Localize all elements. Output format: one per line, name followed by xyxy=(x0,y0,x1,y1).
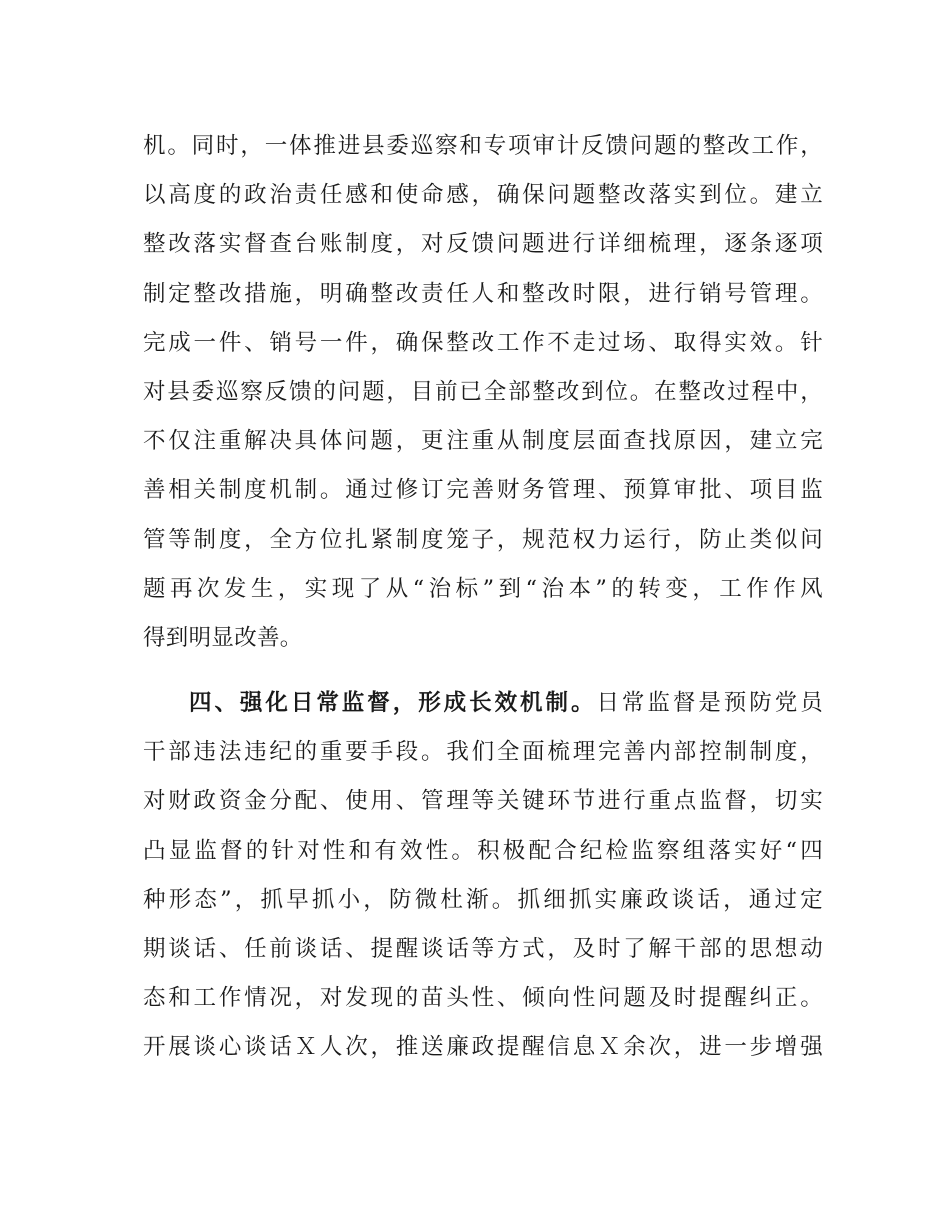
text-line: 题再次发生，实现了从“治标”到“治本”的转变，工作作风 xyxy=(143,575,823,602)
section-first-line xyxy=(143,679,823,728)
text-line: 善相关制度机制。通过修订完善财务管理、预算审批、项目监 xyxy=(143,477,823,504)
text-line: 制定整改措施，明确整改责任人和整改时限，进行销号管理。 xyxy=(143,280,823,307)
text-line: 开展谈心谈话Ｘ人次，推送廉政提醒信息Ｘ余次，进一步增强 xyxy=(143,1034,823,1061)
text-line: 得到明显改善。 xyxy=(143,624,303,651)
section-first-line-text: 日常监督是预防党员 xyxy=(596,690,823,716)
text-line: 机。同时，一体推进县委巡察和专项审计反馈问题的整改工作， xyxy=(143,133,823,159)
text-line: 对县委巡察反馈的问题，目前已全部整改到位。在整改过程中， xyxy=(143,378,823,405)
text-line: 整改落实督查台账制度，对反馈问题进行详细梳理，逐条逐项 xyxy=(143,231,823,258)
paragraph-rectification xyxy=(143,122,823,663)
text-line: 完成一件、销号一件，确保整改工作不走过场、取得实效。针 xyxy=(143,329,823,356)
section-heading: 四、强化日常监督，形成长效机制。 xyxy=(189,690,597,716)
text-line: 凸显监督的针对性和有效性。积极配合纪检监察组落实好“四 xyxy=(143,837,823,864)
paragraph-daily-supervision xyxy=(143,679,823,1073)
text-line: 不仅注重解决具体问题，更注重从制度层面查找原因，建立完 xyxy=(143,428,823,455)
text-line: 管等制度，全方位扎紧制度笼子，规范权力运行，防止类似问 xyxy=(143,526,823,553)
text-line: 态和工作情况，对发现的苗头性、倾向性问题及时提醒纠正。 xyxy=(143,985,823,1012)
text-line: 对财政资金分配、使用、管理等关键环节进行重点监督，切实 xyxy=(143,788,823,815)
text-line: 干部违法违纪的重要手段。我们全面梳理完善内部控制制度， xyxy=(143,739,823,766)
text-line: 期谈话、任前谈话、提醒谈话等方式，及时了解干部的思想动 xyxy=(143,935,823,962)
text-line: 以高度的政治责任感和使命感，确保问题整改落实到位。建立 xyxy=(143,182,823,209)
text-line: 种形态”，抓早抓小，防微杜渐。抓细抓实廉政谈话，通过定 xyxy=(143,886,823,913)
